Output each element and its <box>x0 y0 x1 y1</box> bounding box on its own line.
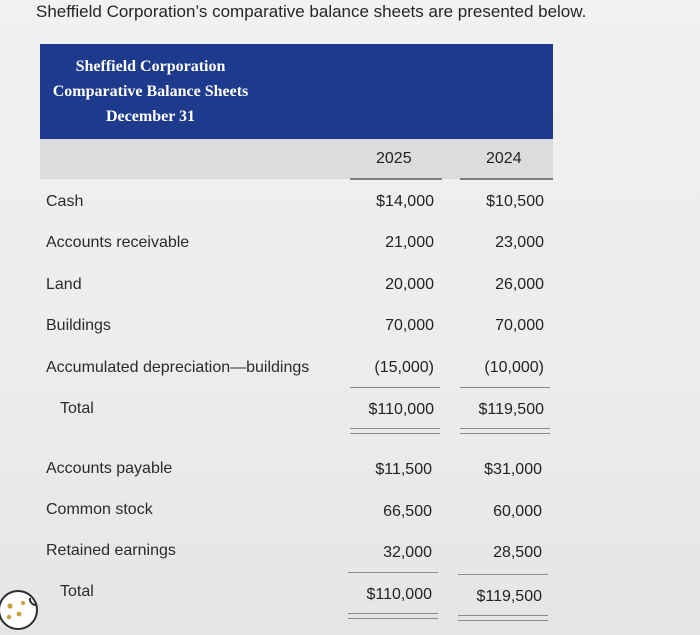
accounts-receivable-2025: 21,000 <box>385 234 434 251</box>
accounts-payable-2024: $31,000 <box>484 461 542 478</box>
total-liabilities-equity-2024: $119,500 <box>476 588 542 605</box>
land-2024: 26,000 <box>495 276 544 293</box>
row-label-total-assets: Total <box>60 400 94 417</box>
accumulated-depreciation-2024: (10,000) <box>484 359 544 376</box>
retained-earnings-2024: 28,500 <box>493 544 542 561</box>
cookie-icon[interactable] <box>0 588 40 632</box>
cash-2024: $10,500 <box>486 193 544 210</box>
row-label-land: Land <box>46 276 82 293</box>
total-le-double-rule-2024 <box>458 615 548 621</box>
cash-2025: $14,000 <box>376 193 434 210</box>
common-stock-2024: 60,000 <box>493 503 542 520</box>
statement-title: Comparative Balance Sheets <box>52 83 249 100</box>
row-label-buildings: Buildings <box>46 317 111 334</box>
accumulated-depreciation-2025: (15,000) <box>374 359 434 376</box>
common-stock-2025: 66,500 <box>383 503 432 520</box>
buildings-2025: 70,000 <box>385 317 434 334</box>
subtotal-rule-2-2025 <box>348 572 438 573</box>
total-assets-2025: $110,000 <box>368 401 434 418</box>
column-2024-rule <box>460 178 553 180</box>
accounts-payable-2025: $11,500 <box>375 461 432 478</box>
intro-text: Sheffield Corporation’s comparative balance sheets are presented below. <box>36 2 587 21</box>
total-assets-double-rule-2025 <box>350 428 440 434</box>
column-2024: 2024 <box>486 150 522 167</box>
row-label-retained-earnings: Retained earnings <box>46 542 176 559</box>
land-2025: 20,000 <box>385 276 434 293</box>
row-label-total-liabilities-equity: Total <box>60 583 94 600</box>
total-assets-2024: $119,500 <box>478 401 544 418</box>
total-assets-double-rule-2024 <box>460 428 550 434</box>
subtotal-rule-2024 <box>460 387 550 388</box>
row-label-accounts-receivable: Accounts receivable <box>46 234 190 251</box>
row-label-accounts-payable: Accounts payable <box>46 460 173 477</box>
retained-earnings-2025: 32,000 <box>383 544 432 561</box>
column-2025-rule <box>350 178 442 180</box>
total-le-double-rule-2025 <box>348 613 438 619</box>
year-header-band <box>40 139 553 179</box>
row-label-cash: Cash <box>46 193 84 210</box>
row-label-common-stock: Common stock <box>46 501 153 518</box>
accounts-receivable-2024: 23,000 <box>495 234 544 251</box>
subtotal-rule-2-2024 <box>458 574 548 575</box>
buildings-2024: 70,000 <box>495 317 544 334</box>
column-2025: 2025 <box>376 150 412 167</box>
subtotal-rule-2025 <box>350 387 440 388</box>
statement-header <box>40 44 553 139</box>
statement-date: December 31 <box>106 108 195 125</box>
row-label-accumulated-depreciation: Accumulated depreciation—buildings <box>46 359 310 376</box>
company-name: Sheffield Corporation <box>75 58 226 75</box>
total-liabilities-equity-2025: $110,000 <box>366 586 432 603</box>
